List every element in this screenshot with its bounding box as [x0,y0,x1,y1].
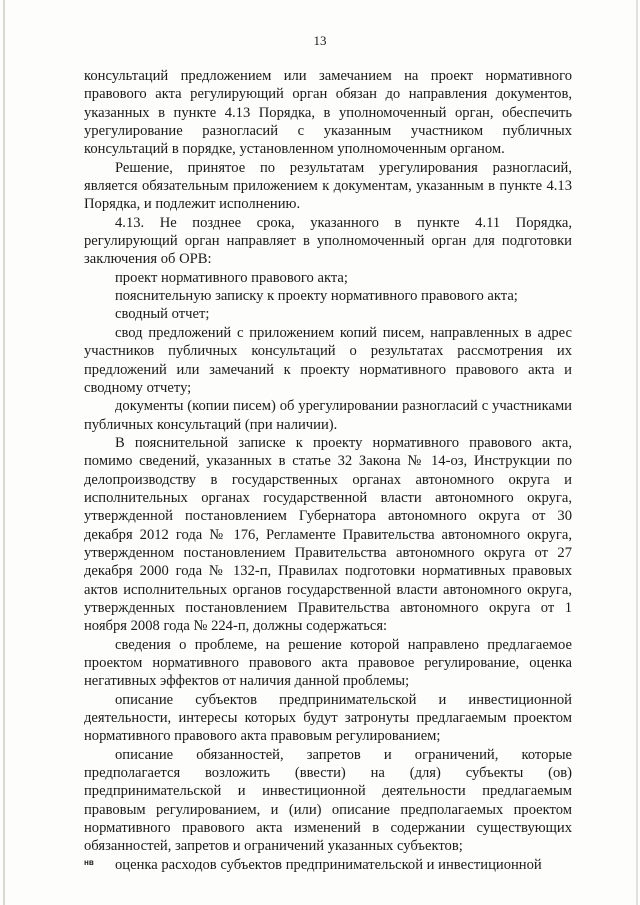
list-item: сводный отчет; [115,306,210,323]
list-item: свод предложений с приложением копий писем, направленных в адрес участников публичных консультаций о результатах рассмотрения их предложений или замечаний к проекту нормативного правового акта и сводному отчету; [84,324,572,396]
list-item: пояснительную записку к проекту нормативного правового акта; [115,288,518,305]
paragraph: Решение, принятое по результатам урегулирования разногласий, является обязательным приложением к документам, указанным в пункте 4.13 Порядка, и подлежит исполнению. [84,159,572,213]
list-item: сведения о проблеме, на решение которой направлено предлагаемое проектом нормативного правового акта правовое регулирование, оценка негативных эффектов от наличия данной проблемы; [84,636,572,690]
list-item: документы (копии писем) об урегулировании разногласий с участниками публичных консультаций (при наличии). [84,398,572,433]
list-item: проект нормативного правового акта; [115,269,348,286]
list-item: оценка расходов субъектов предпринимательской и инвестиционной [115,856,542,873]
list-item: описание обязанностей, запретов и ограничений, которые предполагается возложить (ввести) на (для) субъекты (ов) предпринимательской и инвестиционной деятельности предлагаемым правовым регулированием, и (или) описание предполагаемых проектом нормативного правового акта изменений в содержании существующих обязанностей, запретов и ограничений указанных субъектов; [84,746,572,855]
scan-edge-left [3,0,5,905]
list-item: описание субъектов предпринимательской и инвестиционной деятельности, интересы которых будут затронуты предлагаемым проектом нормативного правового акта правовым регулированием; [84,691,572,745]
paragraph: консультаций предложением или замечанием на проект нормативного правового акта регулирующий орган обязан до направления документов, указанных в пункте 4.13 Порядка, в уполномоченный орган, обеспечить урегулирование разногласий с указанным участником публичных консультаций в порядке, установленном уполномоченным органом. [84,68,572,158]
footer-mark: нв [84,858,94,867]
paragraph: В пояснительной записке к проекту нормативного правового акта, помимо сведений, указанных в статье 32 Закона № 14-оз, Инструкции по делопроизводству в государственных органах автономного округа и исполнительных органах государственной власти автономного округа, утвержденной постановлением Губернатора автономного округа от 30 декабря 2012 года № 176, Регламенте Правительства автономного округа, утвержденном постановлением Правительства автономного округа от 27 декабря 2000 года № 132-п, Правилах подготовки нормативных правовых актов исполнительных органов государственной власти автономного округа, утвержденных постановлением Правительства автономного округа от 1 ноября 2008 года № 224-п, должны содержаться: [84,434,572,635]
page-number: 13 [313,33,327,48]
scan-edge-right [636,0,638,905]
paragraph: 4.13. Не позднее срока, указанного в пункте 4.11 Порядка, регулирующий орган направляет в уполномоченный орган для подготовки заключения об ОРВ: [84,214,572,268]
body-text [84,67,572,874]
